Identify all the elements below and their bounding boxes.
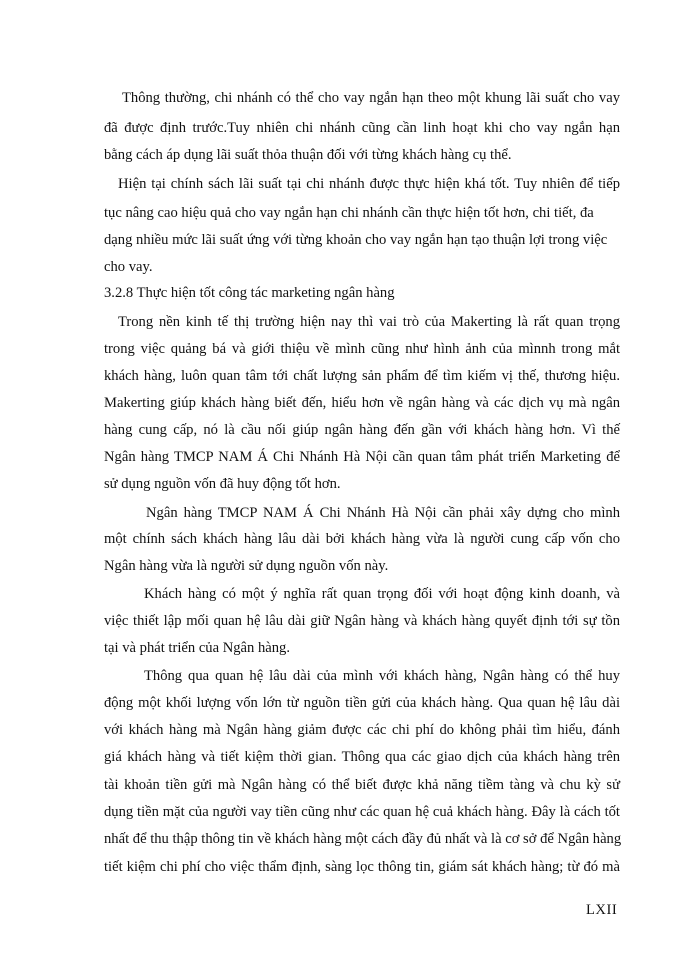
body-text-line: Hiện tại chính sách lãi suất tại chi nhánh được thực hiện khá tốt. Tuy nhiên để tiếp bbox=[118, 176, 620, 192]
body-text-line: với khách hàng mà Ngân hàng giảm được các chi phí do không phải tìm hiểu, đánh bbox=[104, 722, 620, 738]
body-text-line: sử dụng nguồn vốn đã huy động tốt hơn. bbox=[104, 476, 341, 492]
body-text-line: tục nâng cao hiệu quả cho vay ngắn hạn chi nhánh cần thực hiện tốt hơn, chi tiết, đa bbox=[104, 205, 594, 221]
body-text-line: 3.2.8 Thực hiện tốt công tác marketing ngân hàng bbox=[104, 285, 395, 301]
body-text-line: tài khoản tiền gửi mà Ngân hàng có thể biết được khả năng tiềm tàng và chu kỳ sử bbox=[104, 777, 620, 793]
page-number: LXII bbox=[586, 902, 618, 918]
body-text-line: dụng tiền mặt của người vay tiền cũng như các quan hệ cuả khách hàng. Đây là cách tốt bbox=[104, 804, 620, 820]
body-text-line: đã được định trước.Tuy nhiên chi nhánh cũng cần linh hoạt khi cho vay ngắn hạn bbox=[104, 120, 620, 136]
body-text-line: Makerting giúp khách hàng biết đến, hiểu hơn về ngân hàng và các dịch vụ mà ngân bbox=[104, 395, 620, 411]
body-text-line: một chính sách khách hàng lâu dài bởi khách hàng vừa là người cung cấp vốn cho bbox=[104, 531, 620, 547]
body-text-line: bằng cách áp dụng lãi suất thỏa thuận đối với từng khách hàng cụ thể. bbox=[104, 147, 512, 163]
body-text-line: nhất để thu thập thông tin về khách hàng một cách đầy đủ nhất và là cơ sở để Ngân hàng bbox=[104, 831, 622, 847]
body-text-line: tiết kiệm chi phí cho việc thẩm định, sàng lọc thông tin, giám sát khách hàng; từ đó mà bbox=[104, 859, 620, 875]
body-text-line: Thông qua quan hệ lâu dài của mình với khách hàng, Ngân hàng có thể huy bbox=[144, 668, 620, 684]
body-text-line: Thông thường, chi nhánh có thể cho vay ngắn hạn theo một khung lãi suất cho vay bbox=[122, 90, 620, 106]
body-text-line: động một khối lượng vốn lớn từ nguồn tiền gửi của khách hàng. Qua quan hệ lâu dài bbox=[104, 695, 620, 711]
body-text-line: Ngân hàng vừa là người sử dụng nguồn vốn này. bbox=[104, 558, 389, 574]
body-text-line: hàng cung cấp, nó là cầu nối giúp ngân hàng đến gần với khách hàng hơn. Vì thế bbox=[104, 422, 620, 438]
body-text-line: việc thiết lập mối quan hệ lâu dài giữ Ngân hàng và khách hàng quyết định tới sự tồn bbox=[104, 613, 620, 629]
body-text-line: Ngân hàng TMCP NAM Á Chi Nhánh Hà Nội cần phải xây dựng cho mình bbox=[146, 505, 620, 521]
body-text-line: cho vay. bbox=[104, 259, 153, 275]
body-text-line: Ngân hàng TMCP NAM Á Chi Nhánh Hà Nội cần quan tâm phát triển Marketing để bbox=[104, 449, 620, 465]
body-text-line: giá khách hàng và tiết kiệm thời gian. Thông qua các giao dịch của khách hàng trên bbox=[104, 749, 620, 765]
body-text-line: dạng nhiều mức lãi suất ứng với từng khoản cho vay ngắn hạn tạo thuận lợi trong việc bbox=[104, 232, 608, 248]
body-text-line: khách hàng, luôn quan tâm tới chất lượng sản phẩm để tìm kiếm vị thế, thương hiệu. bbox=[104, 368, 620, 384]
body-text-line: Trong nền kinh tế thị trường hiện nay thì vai trò của Makerting là rất quan trọng bbox=[118, 314, 620, 330]
body-text-line: tại và phát triển của Ngân hàng. bbox=[104, 640, 290, 656]
body-text-line: Khách hàng có một ý nghĩa rất quan trọng đối với hoạt động kinh doanh, và bbox=[144, 586, 620, 602]
body-text-line: trong việc quảng bá và giới thiệu về mình cũng như hình ảnh của mìnnh trong mắt bbox=[104, 341, 620, 357]
